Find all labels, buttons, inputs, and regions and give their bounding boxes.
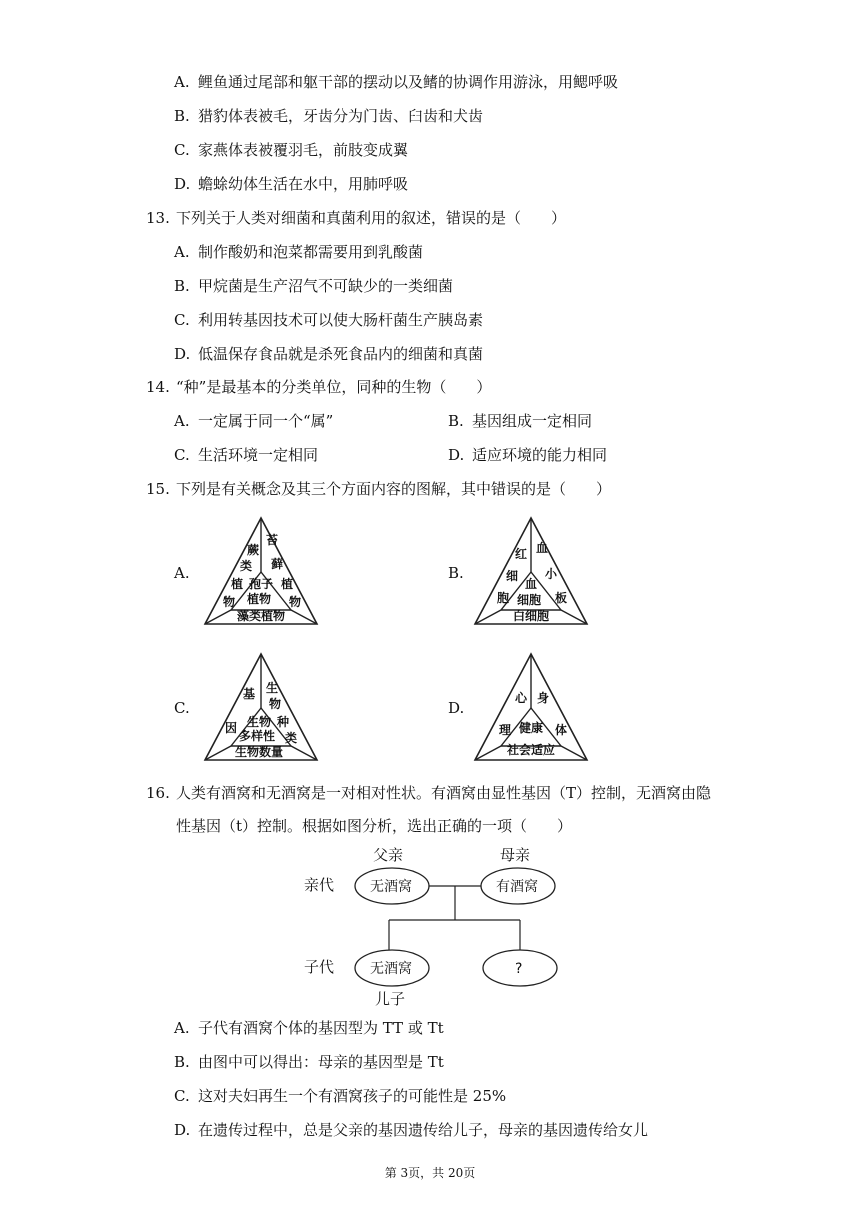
label-left-2: 类 bbox=[240, 559, 253, 573]
label-center-2: 植物 bbox=[247, 592, 272, 606]
q16-option-d bbox=[174, 1120, 648, 1140]
q12-option-b bbox=[174, 106, 483, 126]
label-center-1: 生物 bbox=[247, 715, 272, 729]
label-right-1: 生 bbox=[266, 681, 279, 695]
question-text: 下列是有关概念及其三个方面内容的图解，其中错误的是（ ） bbox=[176, 480, 612, 498]
option-text: 利用转基因技术可以使大肠杆菌生产胰岛素 bbox=[198, 311, 484, 329]
option-letter: B. bbox=[174, 1053, 190, 1071]
mother-label: 母亲 bbox=[500, 846, 531, 864]
q14-stem bbox=[146, 377, 491, 397]
option-letter: C. bbox=[174, 1087, 190, 1105]
label-right-3: 板 bbox=[555, 591, 568, 605]
pedigree-diagram bbox=[296, 842, 576, 1010]
option-letter: D. bbox=[174, 345, 191, 363]
q16-stem-line2: 性基因（t）控制。根据如图分析，选出正确的一项（ ） bbox=[176, 817, 573, 835]
q12-option-d bbox=[174, 174, 408, 194]
label-left-3: 植 bbox=[231, 577, 244, 591]
son-label: 儿子 bbox=[375, 990, 406, 1008]
diagram-d bbox=[473, 652, 589, 762]
label-left-4: 物 bbox=[223, 595, 236, 609]
option-letter: C. bbox=[174, 311, 190, 329]
q12-option-a bbox=[174, 72, 618, 92]
question-number: 13. bbox=[146, 209, 170, 227]
diagram-b bbox=[473, 516, 589, 626]
option-letter: C. bbox=[174, 141, 190, 159]
q13-option-a bbox=[174, 242, 423, 262]
q13-option-d bbox=[174, 344, 483, 364]
option-letter: D. bbox=[448, 446, 465, 464]
option-text: 基因组成一定相同 bbox=[472, 412, 593, 430]
question-text: 人类有酒窝和无酒窝是一对相对性状。有酒窝由显性基因（T）控制，无酒窝由隐 bbox=[176, 784, 712, 802]
question-text: “种”是最基本的分类单位，同种的生物（ ） bbox=[176, 378, 492, 396]
q14-option-c bbox=[174, 445, 318, 465]
q16-option-b bbox=[174, 1052, 444, 1072]
mother-trait: 有酒窝 bbox=[496, 879, 538, 895]
label-bottom: 社会适应 bbox=[507, 743, 556, 757]
label-left-1: 红 bbox=[515, 547, 528, 561]
q14-option-b bbox=[448, 411, 592, 431]
q13-option-c bbox=[174, 310, 483, 330]
q13-option-b bbox=[174, 276, 453, 296]
diagram-d-letter: D. bbox=[448, 699, 465, 717]
question-number: 14. bbox=[146, 378, 170, 396]
label-left-3: 胞 bbox=[497, 591, 510, 605]
option-text: 子代有酒窝个体的基因型为 TT 或 Tt bbox=[198, 1019, 444, 1037]
label-right-2: 体 bbox=[555, 723, 568, 737]
q14-option-d bbox=[448, 445, 607, 465]
option-text: 这对夫妇再生一个有酒窝孩子的可能性是 25% bbox=[198, 1087, 507, 1105]
question-number: 16. bbox=[146, 784, 170, 802]
diagram-b-letter: B. bbox=[448, 564, 464, 582]
unknown-child-mark: ? bbox=[515, 961, 523, 977]
option-text: 蟾蜍幼体生活在水中，用肺呼吸 bbox=[198, 175, 409, 193]
option-text: 家燕体表被覆羽毛，前肢变成翼 bbox=[198, 141, 409, 159]
option-letter: A. bbox=[174, 1019, 190, 1037]
option-text: 低温保存食品就是杀死食品内的细菌和真菌 bbox=[198, 345, 484, 363]
label-left-2: 因 bbox=[225, 721, 238, 735]
option-text: 生活环境一定相同 bbox=[198, 446, 319, 464]
option-text: 在遗传过程中，总是父亲的基因遗传给儿子，母亲的基因遗传给女儿 bbox=[198, 1121, 649, 1139]
label-center-1: 健康 bbox=[519, 721, 544, 735]
q12-option-c bbox=[174, 140, 408, 160]
label-right-1: 血 bbox=[536, 541, 549, 555]
diagram-a bbox=[203, 516, 319, 626]
father-label: 父亲 bbox=[373, 846, 404, 864]
q16-stem-line1 bbox=[146, 783, 711, 803]
label-center-2: 细胞 bbox=[517, 593, 542, 607]
label-center-1: 孢子 bbox=[249, 577, 274, 591]
label-right-4: 类 bbox=[285, 731, 298, 745]
option-text: 适应环境的能力相同 bbox=[472, 446, 608, 464]
option-letter: D. bbox=[174, 175, 191, 193]
page-footer: 第 3页，共 20页 bbox=[384, 1166, 476, 1180]
label-left-1: 心 bbox=[515, 691, 528, 705]
option-letter: C. bbox=[174, 446, 190, 464]
label-bottom: 生物数量 bbox=[235, 745, 284, 759]
label-right-2: 藓 bbox=[271, 557, 284, 571]
label-right-4: 物 bbox=[289, 595, 302, 609]
q13-stem bbox=[146, 208, 566, 228]
label-right-1: 身 bbox=[537, 691, 550, 705]
parent-generation-label: 亲代 bbox=[304, 876, 335, 894]
label-left-2: 细 bbox=[506, 569, 519, 583]
label-center-2: 多样性 bbox=[239, 729, 276, 743]
q14-option-a bbox=[174, 411, 333, 431]
option-text: 一定属于同一个“属” bbox=[198, 412, 334, 430]
child-generation-label: 子代 bbox=[304, 958, 335, 976]
diagram-a-letter: A. bbox=[174, 564, 190, 582]
option-letter: D. bbox=[174, 1121, 191, 1139]
option-letter: A. bbox=[174, 73, 190, 91]
label-right-1: 苔 bbox=[266, 533, 279, 547]
question-number: 15. bbox=[146, 480, 170, 498]
option-text: 甲烷菌是生产沼气不可缺少的一类细菌 bbox=[198, 277, 454, 295]
label-left-1: 蕨 bbox=[247, 543, 260, 557]
label-right-2: 小 bbox=[545, 567, 558, 581]
option-letter: B. bbox=[174, 277, 190, 295]
option-text: 由图中可以得出：母亲的基因型是 Tt bbox=[198, 1053, 444, 1071]
label-right-3: 植 bbox=[281, 577, 294, 591]
option-text: 鲤鱼通过尾部和躯干部的摆动以及鳍的协调作用游泳，用鳃呼吸 bbox=[198, 73, 619, 91]
diagram-c-letter: C. bbox=[174, 699, 190, 717]
son-trait: 无酒窝 bbox=[370, 961, 412, 977]
label-left-1: 基 bbox=[243, 687, 256, 701]
diagram-c bbox=[203, 652, 319, 762]
q16-option-a bbox=[174, 1018, 444, 1038]
label-bottom: 藻类植物 bbox=[237, 609, 286, 623]
label-center-1: 血 bbox=[525, 577, 538, 591]
question-text: 下列关于人类对细菌和真菌利用的叙述，错误的是（ ） bbox=[176, 209, 567, 227]
option-letter: A. bbox=[174, 243, 190, 261]
option-letter: B. bbox=[174, 107, 190, 125]
label-left-2: 理 bbox=[499, 723, 512, 737]
option-letter: A. bbox=[174, 412, 190, 430]
label-right-2: 物 bbox=[269, 697, 282, 711]
option-text: 猎豹体表被毛，牙齿分为门齿、臼齿和犬齿 bbox=[198, 107, 484, 125]
option-letter: B. bbox=[448, 412, 464, 430]
q16-option-c bbox=[174, 1086, 506, 1106]
q15-stem bbox=[146, 479, 611, 499]
option-text: 制作酸奶和泡菜都需要用到乳酸菌 bbox=[198, 243, 424, 261]
label-right-3: 种 bbox=[277, 715, 290, 729]
label-bottom: 白细胞 bbox=[513, 609, 550, 623]
father-trait: 无酒窝 bbox=[370, 879, 412, 895]
